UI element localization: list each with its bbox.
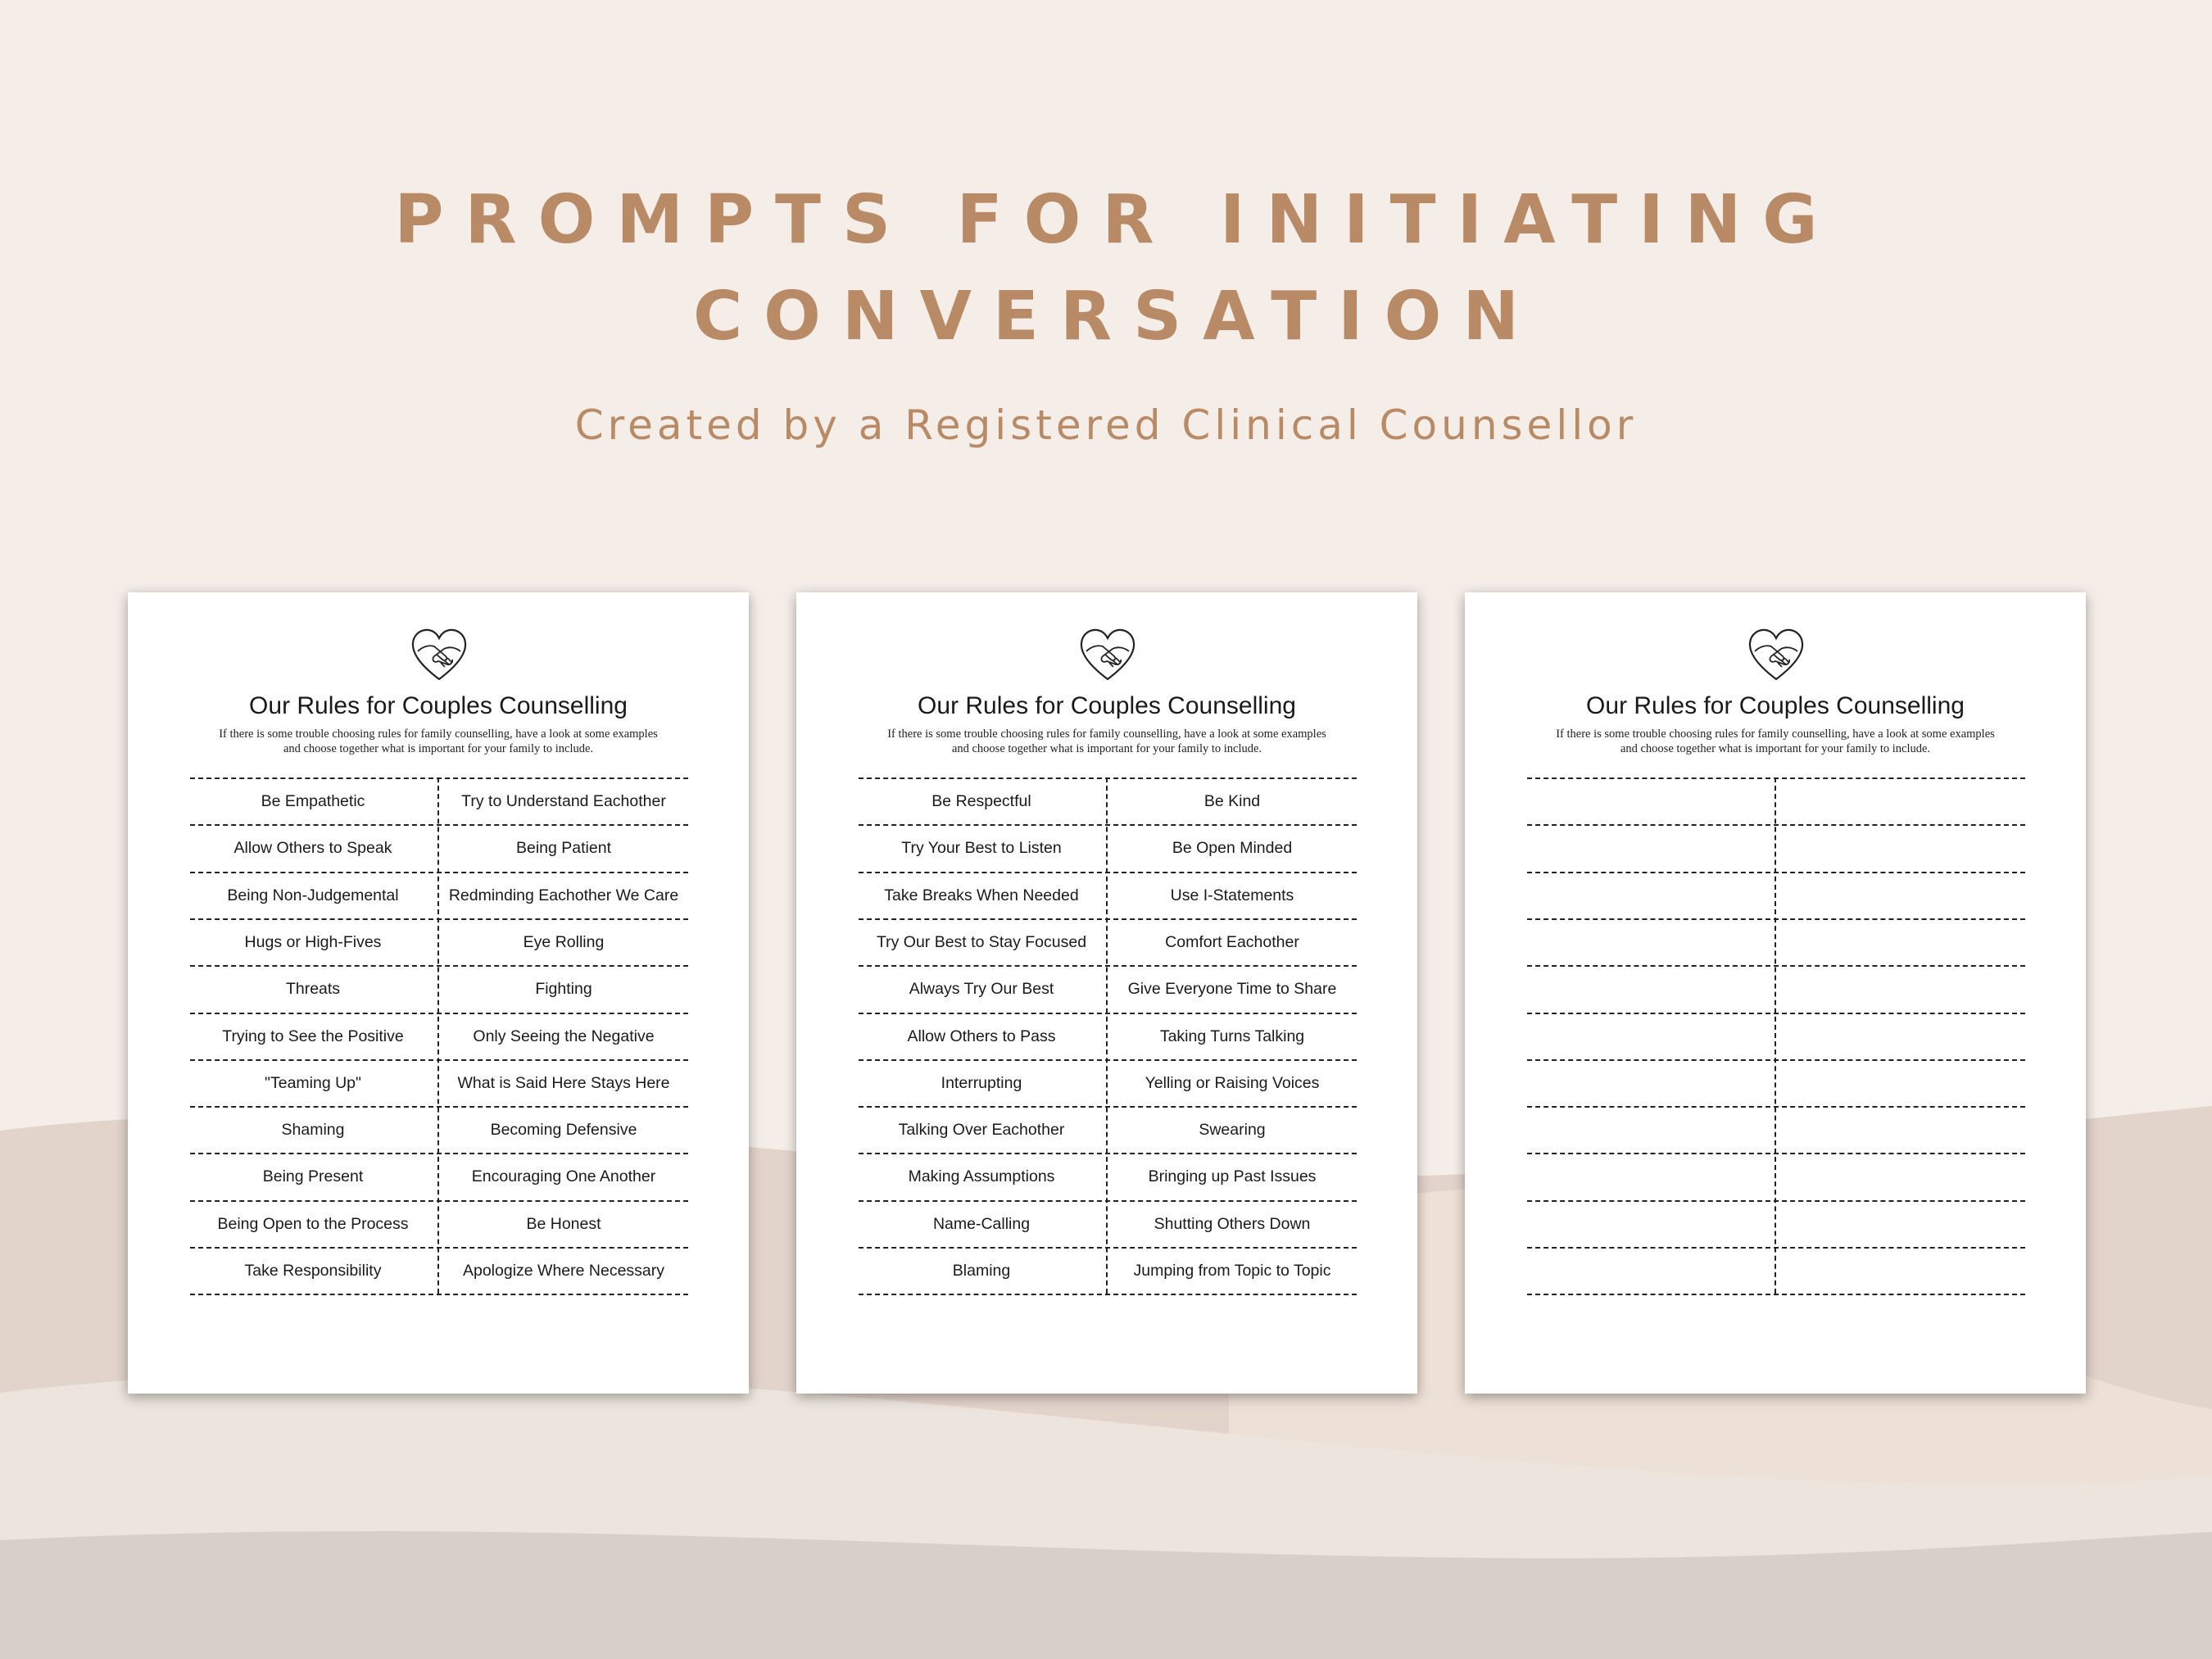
rule-cell-right: Being Patient bbox=[515, 839, 611, 857]
rule-cell-left bbox=[1527, 1107, 1773, 1154]
sheet-description: If there is some trouble choosing rules for family counselling, have a look at some examples and choose together what is important for your family to include. bbox=[1556, 728, 1995, 755]
rule-cell-right bbox=[1776, 825, 2025, 872]
rule-cell-left: Talking Over Eachother bbox=[898, 1121, 1065, 1139]
worksheet-page bbox=[128, 592, 749, 1394]
heart-handshake-icon bbox=[410, 627, 469, 682]
rule-cell-left bbox=[1527, 825, 1773, 872]
rule-cell-right: Give Everyone Time to Share bbox=[1127, 980, 1337, 998]
rule-cell-right: Be Open Minded bbox=[1172, 839, 1293, 857]
rule-cell-right bbox=[1776, 1154, 2025, 1200]
sheet-title: Our Rules for Couples Counselling bbox=[918, 692, 1296, 719]
rule-cell-left: Making Assumptions bbox=[908, 1167, 1055, 1185]
rule-cell-left: Try Your Best to Listen bbox=[901, 839, 1062, 857]
rule-cell-left: Trying to See the Positive bbox=[222, 1027, 404, 1045]
worksheet-page bbox=[1465, 592, 2086, 1394]
page-title-line-2: CONVERSATION bbox=[692, 278, 1541, 356]
rule-cell-left: Allow Others to Speak bbox=[233, 839, 392, 857]
rule-cell-left bbox=[1527, 919, 1773, 966]
rule-cell-left: Threats bbox=[285, 980, 341, 998]
rule-cell-left bbox=[1527, 1248, 1773, 1294]
rules-table bbox=[1527, 777, 2025, 1294]
rule-cell-right: Use I-Statements bbox=[1170, 886, 1294, 904]
rule-cell-right: Only Seeing the Negative bbox=[473, 1027, 655, 1045]
rule-cell-left: Interrupting bbox=[941, 1074, 1022, 1092]
rule-cell-right: Comfort Eachother bbox=[1165, 933, 1299, 951]
worksheet-page bbox=[796, 592, 1417, 1394]
rule-cell-left: Hugs or High-Fives bbox=[244, 933, 382, 951]
rule-cell-right: Eye Rolling bbox=[523, 933, 605, 951]
sheet-description: If there is some trouble choosing rules for family counselling, have a look at some examples and choose together what is important for your family to include. bbox=[887, 728, 1326, 755]
rules-table bbox=[190, 777, 688, 1294]
rule-cell-left: Try Our Best to Stay Focused bbox=[876, 933, 1087, 951]
rule-cell-left: Being Open to the Process bbox=[217, 1215, 409, 1233]
rule-cell-right bbox=[1776, 919, 2025, 966]
rule-cell-right: Apologize Where Necessary bbox=[462, 1262, 665, 1280]
rule-cell-left: Allow Others to Pass bbox=[907, 1027, 1056, 1045]
page-subtitle: Created by a Registered Clinical Counsellor bbox=[574, 401, 1638, 449]
rule-cell-left bbox=[1527, 1013, 1773, 1060]
rule-cell-left bbox=[1527, 778, 1773, 825]
rule-cell-right bbox=[1776, 1201, 2025, 1248]
rule-cell-left bbox=[1527, 1060, 1773, 1107]
sheet-title: Our Rules for Couples Counselling bbox=[249, 692, 628, 719]
rule-cell-right bbox=[1776, 1248, 2025, 1294]
rule-cell-right: Swearing bbox=[1199, 1121, 1266, 1139]
rule-cell-right: Shutting Others Down bbox=[1154, 1215, 1311, 1233]
rule-cell-left: Be Empathetic bbox=[261, 792, 365, 810]
rule-cell-right bbox=[1776, 966, 2025, 1013]
rule-cell-right bbox=[1776, 873, 2025, 919]
sheet-description: If there is some trouble choosing rules for family counselling, have a look at some examples and choose together what is important for your family to include. bbox=[219, 728, 658, 755]
rule-cell-left bbox=[1527, 1154, 1773, 1200]
rule-cell-right: Encouraging One Another bbox=[471, 1167, 656, 1185]
rule-cell-right: Taking Turns Talking bbox=[1159, 1027, 1305, 1045]
rule-cell-left bbox=[1527, 966, 1773, 1013]
rule-cell-left: Always Try Our Best bbox=[909, 980, 1054, 998]
rule-cell-right bbox=[1776, 1107, 2025, 1154]
rule-cell-right: Jumping from Topic to Topic bbox=[1133, 1262, 1331, 1280]
rule-cell-right bbox=[1776, 1013, 2025, 1060]
rule-cell-right: Yelling or Raising Voices bbox=[1145, 1074, 1320, 1092]
rule-cell-right: Bringing up Past Issues bbox=[1148, 1167, 1317, 1185]
rule-cell-left: Being Non-Judgemental bbox=[227, 886, 399, 904]
rules-table bbox=[859, 777, 1357, 1294]
rule-cell-left bbox=[1527, 873, 1773, 919]
rule-cell-left: Blaming bbox=[952, 1262, 1011, 1280]
page-title-line-1: PROMPTS FOR INITIATING bbox=[394, 181, 1839, 259]
rule-cell-left: Name-Calling bbox=[932, 1215, 1031, 1233]
rule-cell-right bbox=[1776, 1060, 2025, 1107]
rule-cell-left bbox=[1527, 1201, 1773, 1248]
rule-cell-right: Be Kind bbox=[1203, 792, 1261, 810]
rule-cell-right bbox=[1776, 778, 2025, 825]
rule-cell-right: Fighting bbox=[535, 980, 592, 998]
rule-cell-left: Being Present bbox=[262, 1167, 364, 1185]
rule-cell-left: Be Respectful bbox=[931, 792, 1031, 810]
rule-cell-left: Shaming bbox=[281, 1121, 345, 1139]
rule-cell-right: Becoming Defensive bbox=[490, 1121, 637, 1139]
rule-cell-right: Redminding Eachother We Care bbox=[448, 886, 679, 904]
rule-cell-right: What is Said Here Stays Here bbox=[457, 1074, 670, 1092]
rule-cell-left: "Teaming Up" bbox=[265, 1074, 361, 1092]
rule-cell-right: Try to Understand Eachother bbox=[461, 792, 666, 810]
heart-handshake-icon bbox=[1747, 627, 1806, 682]
sheet-title: Our Rules for Couples Counselling bbox=[1586, 692, 1965, 719]
rule-cell-right: Be Honest bbox=[526, 1215, 601, 1233]
heart-handshake-icon bbox=[1078, 627, 1137, 682]
rule-cell-left: Take Responsibility bbox=[244, 1262, 382, 1280]
rule-cell-left: Take Breaks When Needed bbox=[884, 886, 1079, 904]
